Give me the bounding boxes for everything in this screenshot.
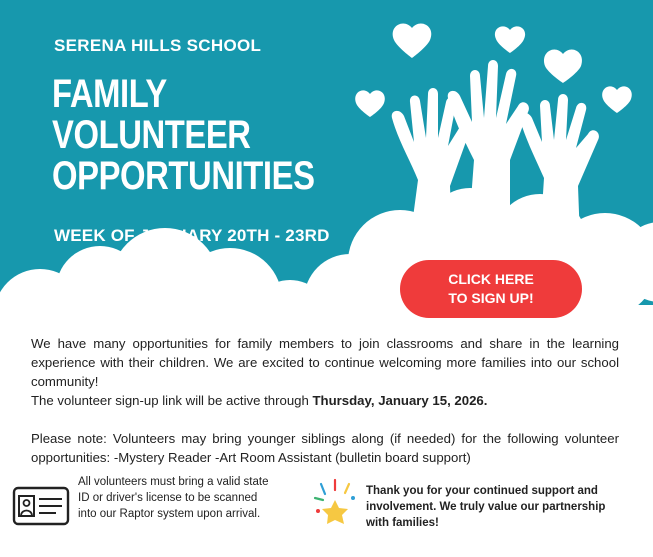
signup-date: Thursday, January 15, 2026. [312, 393, 488, 408]
sign-up-button[interactable] [400, 260, 582, 318]
week-dates: WEEK OF JANUARY 20TH - 23RD [54, 226, 330, 245]
title-line-3: OPPORTUNITIES [52, 154, 315, 198]
school-name: SERENA HILLS SCHOOL [54, 36, 262, 55]
star-sparkle-icon [313, 478, 359, 524]
signup-prefix: The volunteer sign-up link will be active through [31, 393, 313, 408]
signup-deadline [31, 391, 619, 410]
id-requirement-note: All volunteers must bring a valid state ID or driver's license to be scanned into our Raptor system upon arrival. [78, 476, 269, 520]
thank-you-note: Thank you for your continued support and involvement. We truly value our partnership with families! [366, 485, 606, 529]
title-line-2: VOLUNTEER [52, 113, 251, 157]
info-text [31, 334, 619, 467]
sign-up-line-2: TO SIGN UP! [448, 290, 534, 306]
sign-up-line-1: CLICK HERE [448, 271, 534, 287]
siblings-note: Please note: Volunteers may bring younger siblings along (if needed) for the following volunteer opportunities: -Mystery Reader -Art Room Assistant (bulletin board support) [31, 431, 619, 465]
page-title [52, 74, 315, 197]
intro-paragraph: We have many opportunities for family members to join classrooms and share in the learning experience with their children. We are excited to continue welcoming more families into our school community! [31, 336, 619, 389]
title-line-1: FAMILY [52, 72, 167, 116]
id-card-icon [12, 486, 70, 526]
